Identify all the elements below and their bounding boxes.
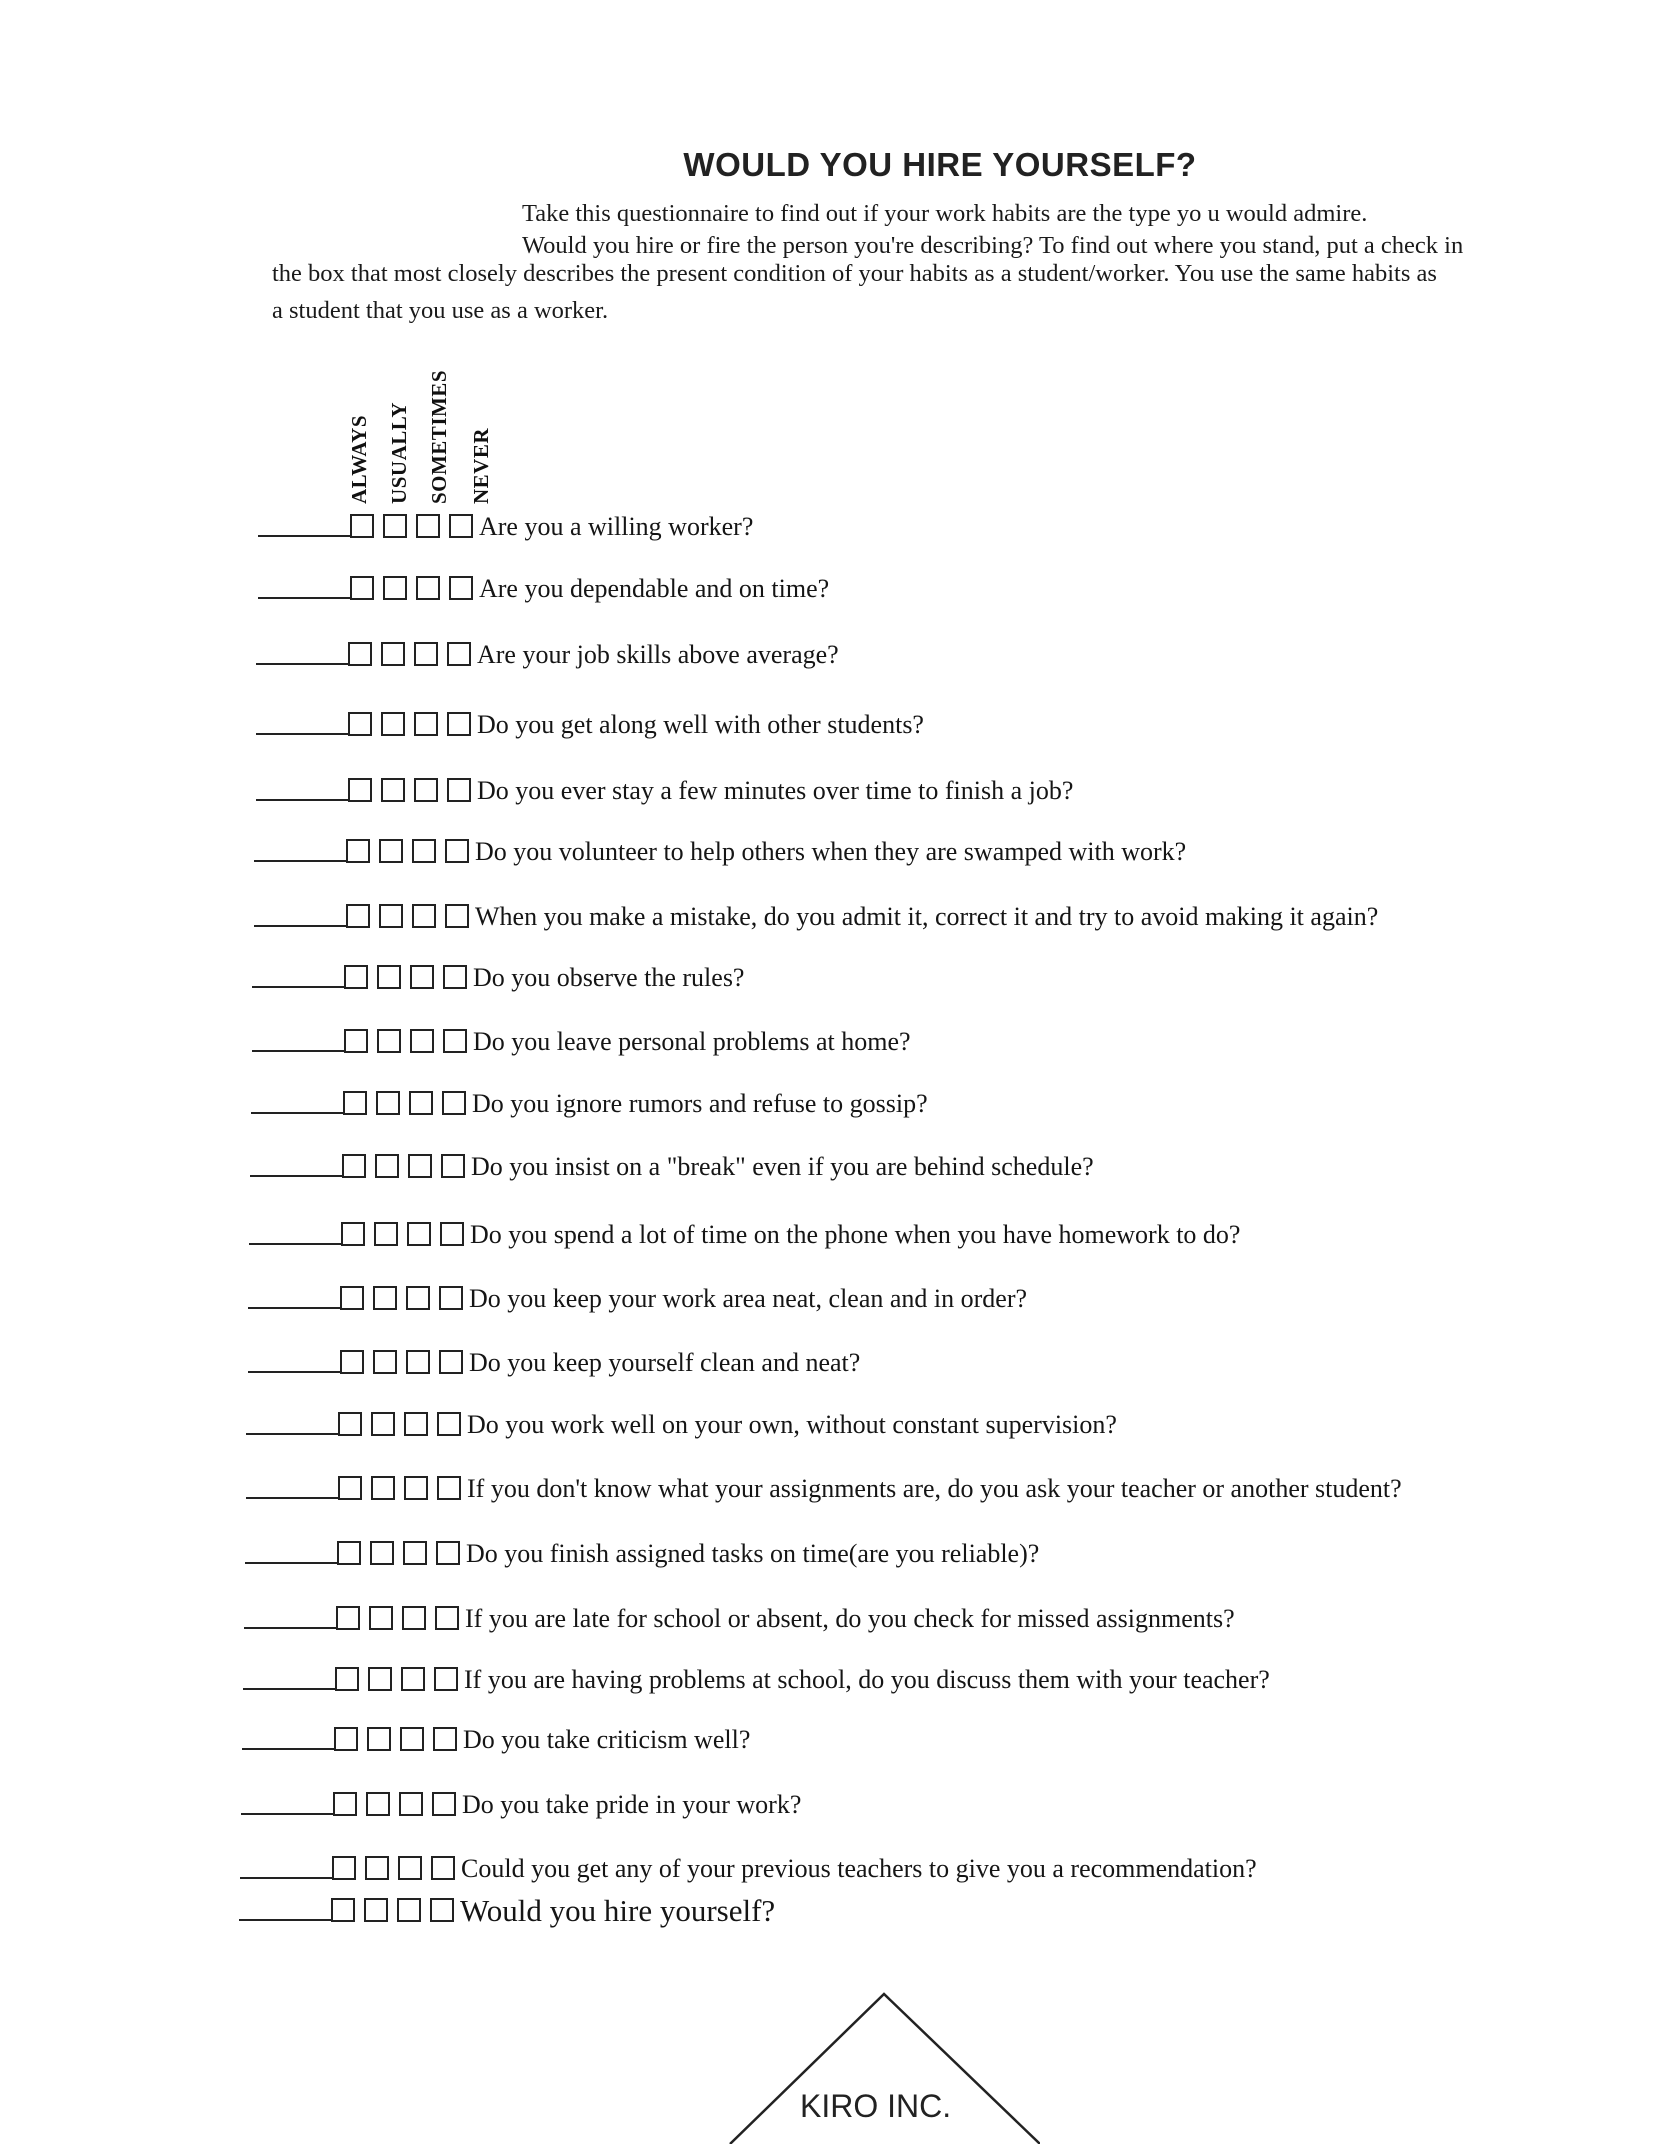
checkbox-group — [344, 1029, 467, 1053]
checkbox-always[interactable] — [331, 1898, 355, 1922]
checkbox-always[interactable] — [348, 778, 372, 802]
checkbox-usually[interactable] — [376, 1091, 400, 1115]
checkbox-usually[interactable] — [379, 904, 403, 928]
question-row — [245, 1535, 1039, 1569]
checkbox-usually[interactable] — [369, 1606, 393, 1630]
question-text: Would you hire yourself? — [460, 1893, 776, 1928]
checkbox-sometimes[interactable] — [401, 1667, 425, 1691]
score-blank-line[interactable] — [258, 535, 350, 537]
checkbox-usually[interactable] — [383, 514, 407, 538]
question-row — [258, 570, 829, 604]
checkbox-sometimes[interactable] — [414, 712, 438, 736]
checkbox-never[interactable] — [442, 1091, 466, 1115]
checkbox-never[interactable] — [445, 904, 469, 928]
question-row — [248, 1280, 1027, 1314]
checkbox-always[interactable] — [338, 1476, 362, 1500]
checkbox-never[interactable] — [437, 1476, 461, 1500]
question-text: Are you dependable and on time? — [479, 574, 830, 603]
checkbox-never[interactable] — [443, 965, 467, 989]
checkbox-usually[interactable] — [381, 642, 405, 666]
checkbox-never[interactable] — [439, 1350, 463, 1374]
question-row — [252, 1023, 911, 1057]
question-text: When you make a mistake, do you admit it, correct it and try to avoid making it again? — [475, 902, 1379, 931]
checkbox-sometimes[interactable] — [404, 1412, 428, 1436]
checkbox-usually[interactable] — [381, 712, 405, 736]
checkbox-sometimes[interactable] — [416, 576, 440, 600]
checkbox-never[interactable] — [435, 1606, 459, 1630]
checkbox-group — [343, 1091, 466, 1115]
question-text: Do you keep your work area neat, clean and in order? — [469, 1284, 1028, 1313]
score-blank-line[interactable] — [246, 1433, 338, 1435]
checkbox-always[interactable] — [342, 1154, 366, 1178]
score-blank-line[interactable] — [246, 1497, 338, 1499]
question-text: Do you take pride in your work? — [462, 1790, 802, 1819]
score-blank-line[interactable] — [239, 1919, 331, 1921]
checkbox-usually[interactable] — [370, 1541, 394, 1565]
question-text: Do you volunteer to help others when they are swamped with work? — [475, 837, 1187, 866]
score-blank-line[interactable] — [256, 799, 348, 801]
checkbox-sometimes[interactable] — [404, 1476, 428, 1500]
checkbox-always[interactable] — [332, 1856, 356, 1880]
checkbox-sometimes[interactable] — [416, 514, 440, 538]
question-text: Are you a willing worker? — [479, 512, 754, 541]
checkbox-usually[interactable] — [365, 1856, 389, 1880]
score-blank-line[interactable] — [241, 1813, 333, 1815]
checkbox-never[interactable] — [433, 1727, 457, 1751]
checkbox-never[interactable] — [443, 1029, 467, 1053]
checkbox-group — [337, 1541, 460, 1565]
checkbox-never[interactable] — [434, 1667, 458, 1691]
question-row — [239, 1892, 775, 1926]
checkbox-never[interactable] — [431, 1856, 455, 1880]
checkbox-sometimes[interactable] — [410, 965, 434, 989]
checkbox-usually[interactable] — [383, 576, 407, 600]
question-row — [254, 898, 1378, 932]
checkbox-group — [331, 1898, 454, 1922]
question-text: If you are having problems at school, do you discuss them with your teacher? — [464, 1665, 1270, 1694]
checkbox-usually[interactable] — [371, 1476, 395, 1500]
checkbox-sometimes[interactable] — [408, 1154, 432, 1178]
checkbox-group — [338, 1412, 461, 1436]
question-text: Are your job skills above average? — [477, 640, 839, 669]
checkbox-sometimes[interactable] — [400, 1727, 424, 1751]
score-blank-line[interactable] — [252, 1050, 344, 1052]
checkbox-always[interactable] — [333, 1792, 357, 1816]
checkbox-group — [344, 965, 467, 989]
intro-line-3: the box that most closely describes the present condition of your habits as a student/worker. You use the same habits as — [272, 260, 1437, 287]
checkbox-usually[interactable] — [373, 1286, 397, 1310]
checkbox-sometimes[interactable] — [403, 1541, 427, 1565]
checkbox-group — [332, 1856, 455, 1880]
question-text: Could you get any of your previous teachers to give you a recommendation? — [461, 1854, 1257, 1883]
checkbox-never[interactable] — [449, 514, 473, 538]
question-text: Do you ignore rumors and refuse to gossip? — [472, 1089, 928, 1118]
score-blank-line[interactable] — [254, 860, 346, 862]
checkbox-never[interactable] — [441, 1154, 465, 1178]
checkbox-group — [335, 1667, 458, 1691]
checkbox-never[interactable] — [440, 1222, 464, 1246]
score-blank-line[interactable] — [252, 986, 344, 988]
checkbox-always[interactable] — [348, 712, 372, 736]
question-row — [258, 508, 753, 542]
checkbox-always[interactable] — [348, 642, 372, 666]
checkbox-group — [340, 1286, 463, 1310]
question-row — [243, 1661, 1270, 1695]
score-blank-line[interactable] — [256, 733, 348, 735]
checkbox-sometimes[interactable] — [397, 1898, 421, 1922]
column-header-sometimes: SOMETIMES — [427, 369, 451, 504]
question-row — [248, 1344, 860, 1378]
question-row — [250, 1148, 1094, 1182]
question-row — [246, 1406, 1117, 1440]
page-title: WOULD YOU HIRE YOURSELF? — [683, 146, 1197, 183]
checkbox-usually[interactable] — [368, 1667, 392, 1691]
checkbox-never[interactable] — [447, 712, 471, 736]
checkbox-sometimes[interactable] — [410, 1029, 434, 1053]
question-row — [256, 772, 1073, 806]
checkbox-always[interactable] — [338, 1412, 362, 1436]
question-text: Do you insist on a "break" even if you are behind schedule? — [471, 1152, 1094, 1181]
score-blank-line[interactable] — [251, 1112, 343, 1114]
checkbox-always[interactable] — [334, 1727, 358, 1751]
checkbox-never[interactable] — [445, 839, 469, 863]
checkbox-group — [350, 514, 473, 538]
checkbox-usually[interactable] — [367, 1727, 391, 1751]
checkbox-group — [340, 1350, 463, 1374]
question-row — [256, 706, 924, 740]
question-row — [240, 1850, 1257, 1884]
checkbox-group — [348, 778, 471, 802]
checkbox-usually[interactable] — [381, 778, 405, 802]
score-blank-line[interactable] — [240, 1877, 332, 1879]
checkbox-sometimes[interactable] — [414, 778, 438, 802]
question-row — [256, 636, 839, 670]
checkbox-always[interactable] — [341, 1222, 365, 1246]
checkbox-never[interactable] — [447, 778, 471, 802]
checkbox-usually[interactable] — [366, 1792, 390, 1816]
question-text: Do you take criticism well? — [463, 1725, 751, 1754]
checkbox-group — [346, 904, 469, 928]
intro-line-2: Would you hire or fire the person you're describing? To find out where you stand, put a check in — [522, 232, 1464, 259]
checkbox-group — [333, 1792, 456, 1816]
checkbox-always[interactable] — [344, 965, 368, 989]
column-header-usually: USUALLY — [387, 402, 411, 504]
checkbox-usually[interactable] — [373, 1350, 397, 1374]
question-text: Do you get along well with other students? — [477, 710, 924, 739]
question-row — [251, 1085, 928, 1119]
score-blank-line[interactable] — [243, 1688, 335, 1690]
checkbox-always[interactable] — [335, 1667, 359, 1691]
checkbox-sometimes[interactable] — [398, 1856, 422, 1880]
checkbox-sometimes[interactable] — [406, 1286, 430, 1310]
score-blank-line[interactable] — [248, 1307, 340, 1309]
intro-line-4: a student that you use as a worker. — [272, 297, 609, 324]
question-row — [252, 959, 744, 993]
question-row — [241, 1786, 801, 1820]
checkbox-never[interactable] — [447, 642, 471, 666]
checkbox-never[interactable] — [439, 1286, 463, 1310]
score-blank-line[interactable] — [256, 663, 348, 665]
checkbox-sometimes[interactable] — [409, 1091, 433, 1115]
question-row — [242, 1721, 750, 1755]
checkbox-group — [350, 576, 473, 600]
question-text: Do you keep yourself clean and neat? — [469, 1348, 861, 1377]
checkbox-group — [341, 1222, 464, 1246]
checkbox-never[interactable] — [430, 1898, 454, 1922]
score-blank-line[interactable] — [249, 1243, 341, 1245]
score-blank-line[interactable] — [250, 1175, 342, 1177]
score-blank-line[interactable] — [254, 925, 346, 927]
question-text: Do you spend a lot of time on the phone when you have homework to do? — [470, 1220, 1241, 1249]
score-blank-line[interactable] — [245, 1562, 337, 1564]
checkbox-always[interactable] — [337, 1541, 361, 1565]
checkbox-always[interactable] — [340, 1286, 364, 1310]
checkbox-never[interactable] — [436, 1541, 460, 1565]
checkbox-never[interactable] — [437, 1412, 461, 1436]
checkbox-sometimes[interactable] — [399, 1792, 423, 1816]
checkbox-group — [348, 642, 471, 666]
checkbox-group — [342, 1154, 465, 1178]
column-header-always: ALWAYS — [347, 415, 371, 504]
logo-text: KIRO INC. — [800, 2088, 952, 2124]
question-row — [254, 833, 1186, 867]
score-blank-line[interactable] — [242, 1748, 334, 1750]
checkbox-always[interactable] — [350, 514, 374, 538]
checkbox-always[interactable] — [344, 1029, 368, 1053]
question-text: Do you observe the rules? — [473, 963, 745, 992]
score-blank-line[interactable] — [244, 1627, 336, 1629]
question-row — [244, 1600, 1235, 1634]
checkbox-always[interactable] — [336, 1606, 360, 1630]
checkbox-always[interactable] — [340, 1350, 364, 1374]
checkbox-sometimes[interactable] — [407, 1222, 431, 1246]
question-text: Do you leave personal problems at home? — [473, 1027, 911, 1056]
checkbox-sometimes[interactable] — [414, 642, 438, 666]
checkbox-always[interactable] — [343, 1091, 367, 1115]
question-text: If you are late for school or absent, do you check for missed assignments? — [465, 1604, 1235, 1633]
checkbox-sometimes[interactable] — [406, 1350, 430, 1374]
question-row — [249, 1216, 1240, 1250]
checkbox-never[interactable] — [449, 576, 473, 600]
checkbox-group — [346, 839, 469, 863]
checkbox-usually[interactable] — [377, 965, 401, 989]
column-header-never: NEVER — [469, 427, 493, 504]
score-blank-line[interactable] — [258, 597, 350, 599]
question-text: If you don't know what your assignments are, do you ask your teacher or another student? — [467, 1474, 1402, 1503]
checkbox-usually[interactable] — [375, 1154, 399, 1178]
checkbox-never[interactable] — [432, 1792, 456, 1816]
intro-line-1: Take this questionnaire to find out if your work habits are the type yo u would admire. — [522, 200, 1368, 227]
checkbox-usually[interactable] — [379, 839, 403, 863]
checkbox-group — [334, 1727, 457, 1751]
question-text: Do you finish assigned tasks on time(are you reliable)? — [466, 1539, 1040, 1568]
checkbox-always[interactable] — [346, 904, 370, 928]
checkbox-group — [338, 1476, 461, 1500]
checkbox-sometimes[interactable] — [412, 839, 436, 863]
checkbox-usually[interactable] — [377, 1029, 401, 1053]
question-row — [246, 1470, 1402, 1504]
checkbox-always[interactable] — [350, 576, 374, 600]
checkbox-usually[interactable] — [364, 1898, 388, 1922]
question-text: Do you ever stay a few minutes over time to finish a job? — [477, 776, 1074, 805]
checkbox-group — [336, 1606, 459, 1630]
checkbox-group — [348, 712, 471, 736]
checkbox-always[interactable] — [346, 839, 370, 863]
checkbox-usually[interactable] — [374, 1222, 398, 1246]
question-text: Do you work well on your own, without constant supervision? — [467, 1410, 1117, 1439]
checkbox-usually[interactable] — [371, 1412, 395, 1436]
score-blank-line[interactable] — [248, 1371, 340, 1373]
checkbox-sometimes[interactable] — [412, 904, 436, 928]
checkbox-sometimes[interactable] — [402, 1606, 426, 1630]
